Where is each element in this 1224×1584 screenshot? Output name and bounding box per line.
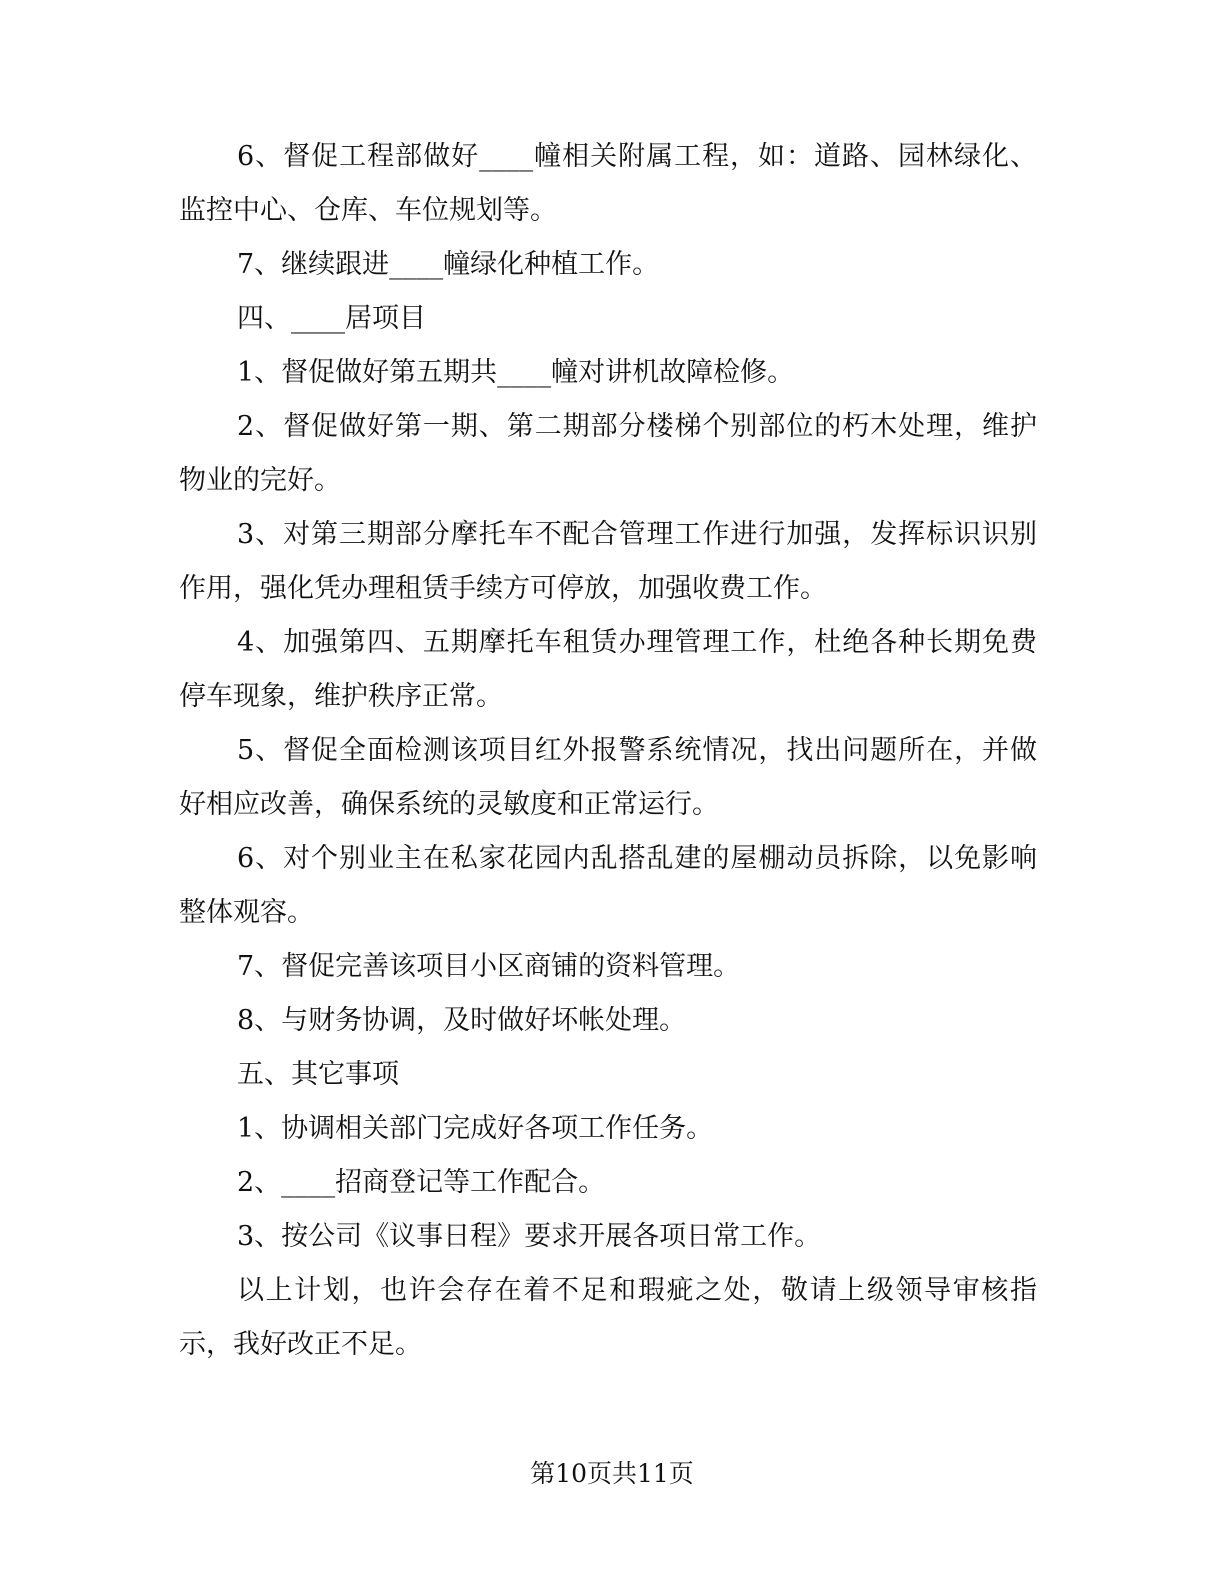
paragraph-item-6-ancillary-works: 6、督促工程部做好____幢相关附属工程，如：道路、园林绿化、监控中心、仓库、车位规划等。 bbox=[179, 141, 1037, 226]
paragraph-item-1-coordination: 1、协调相关部门完成好各项工作任务。 bbox=[237, 1113, 714, 1144]
page-number-label: 第10页共11页 bbox=[530, 1459, 694, 1488]
paragraph-item-5-alarm: 5、督促全面检测该项目红外报警系统情况，找出问题所在，并做好相应改善，确保系统的灵敏度和正常运行。 bbox=[179, 735, 1037, 820]
paragraph-item-2-stairs: 2、督促做好第一期、第二期部分楼梯个别部位的朽木处理，维护物业的完好。 bbox=[179, 411, 1037, 496]
page-footer bbox=[0, 1456, 1224, 1492]
paragraph-item-4-rental: 4、加强第四、五期摩托车租赁办理管理工作，杜绝各种长期免费停车现象，维护秩序正常。 bbox=[179, 627, 1037, 712]
paragraph-item-7-shops: 7、督促完善该项目小区商铺的资料管理。 bbox=[237, 951, 741, 982]
paragraph-item-7-greening: 7、继续跟进____幢绿化种植工作。 bbox=[237, 249, 660, 280]
paragraph-item-2-registration: 2、____招商登记等工作配合。 bbox=[237, 1167, 606, 1198]
paragraph-item-3-agenda: 3、按公司《议事日程》要求开展各项日常工作。 bbox=[237, 1221, 822, 1252]
section-heading-4: 四、____居项目 bbox=[237, 303, 426, 334]
paragraph-item-1-intercom: 1、督促做好第五期共____幢对讲机故障检修。 bbox=[237, 357, 795, 388]
closing-paragraph: 以上计划，也许会存在着不足和瑕疵之处，敬请上级领导审核指示，我好改正不足。 bbox=[179, 1275, 1037, 1360]
document-body bbox=[179, 130, 1037, 1372]
section-heading-5: 五、其它事项 bbox=[237, 1059, 399, 1090]
paragraph-item-3-motorcycles: 3、对第三期部分摩托车不配合管理工作进行加强，发挥标识识别作用，强化凭办理租赁手续方可停放，加强收费工作。 bbox=[179, 519, 1037, 604]
paragraph-item-8-finance: 8、与财务协调，及时做好坏帐处理。 bbox=[237, 1005, 687, 1036]
paragraph-item-6-sheds: 6、对个别业主在私家花园内乱搭乱建的屋棚动员拆除，以免影响整体观容。 bbox=[179, 843, 1037, 928]
